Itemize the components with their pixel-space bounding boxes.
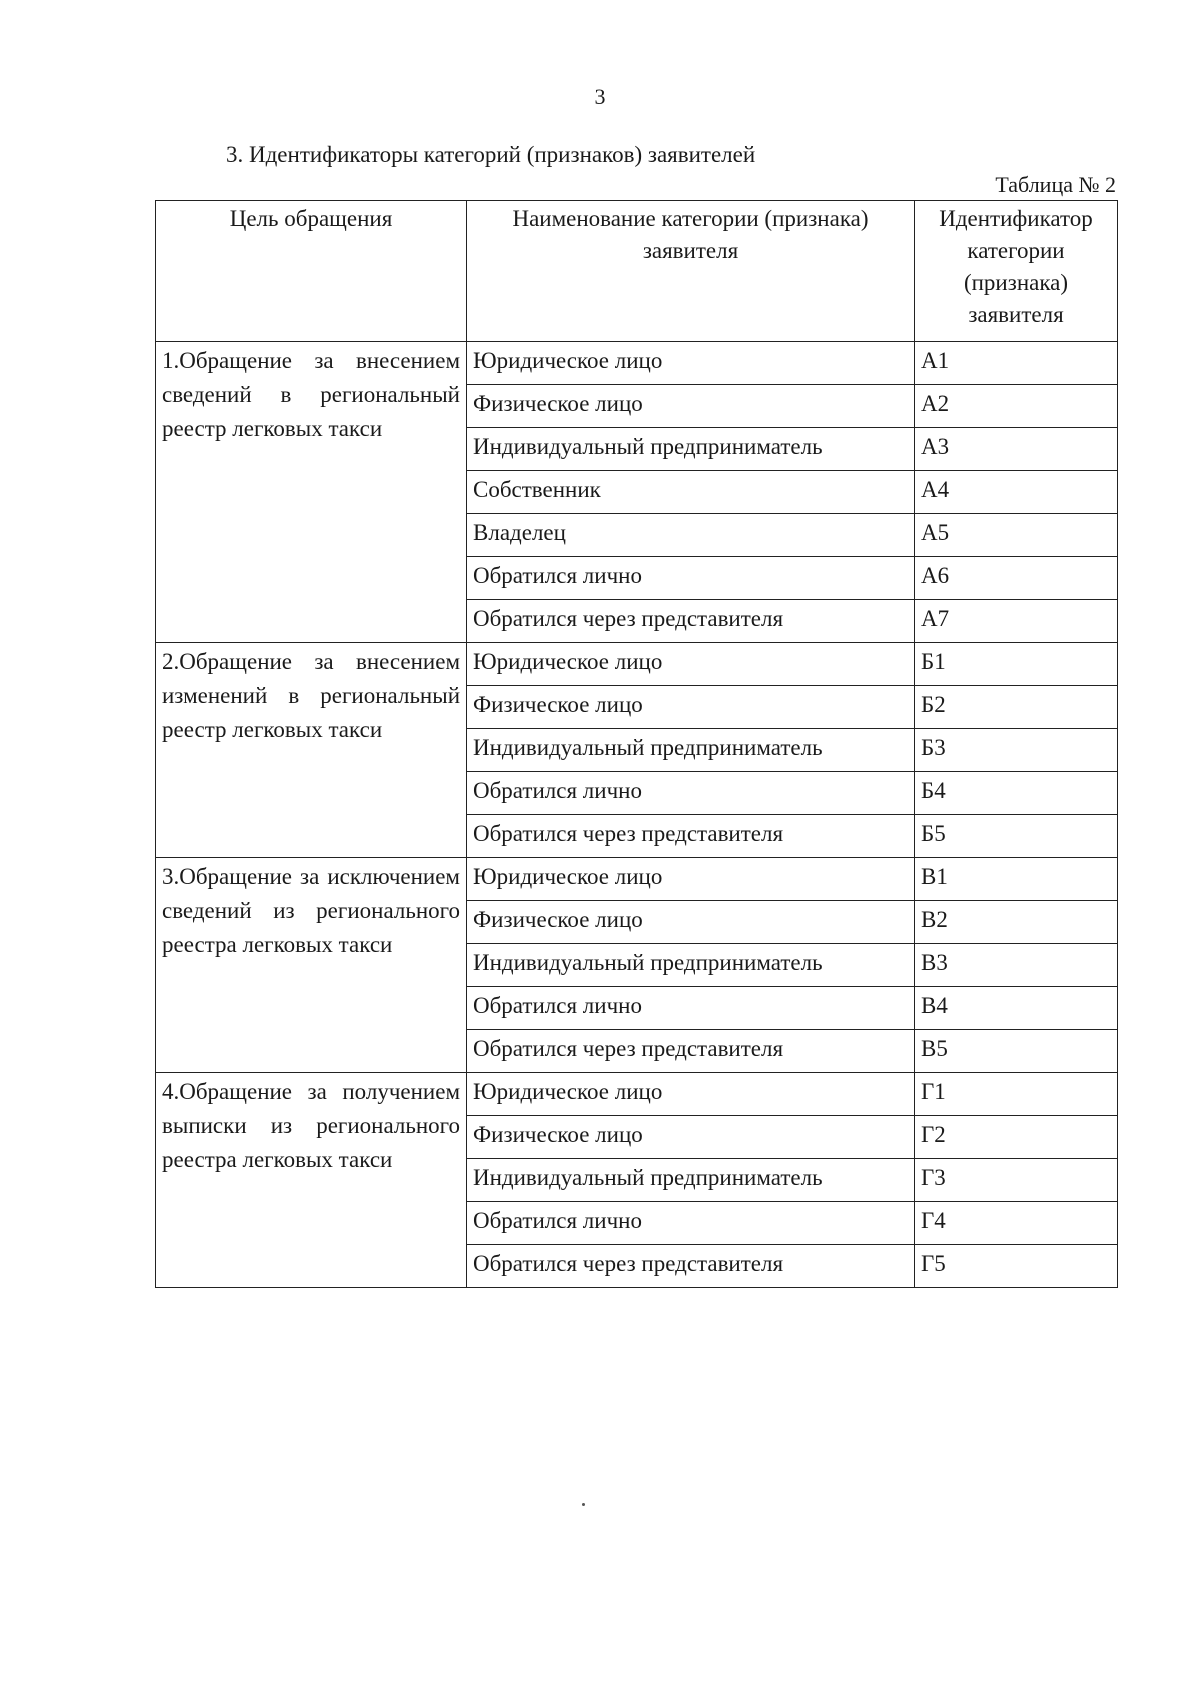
- category-name-cell: Обратился через представителя: [467, 600, 915, 643]
- purpose-cell: 1.Обращение за внесением сведений в региональный реестр легковых такси: [156, 342, 467, 643]
- identifier-cell: Г1: [915, 1073, 1118, 1116]
- table-row: [156, 858, 1118, 901]
- identifier-cell: А3: [915, 428, 1118, 471]
- scan-speck: [582, 1503, 585, 1506]
- identifier-cell: В1: [915, 858, 1118, 901]
- table-label: Таблица № 2: [995, 172, 1116, 197]
- category-name-cell: Индивидуальный предприниматель: [467, 944, 915, 987]
- category-name-cell: Обратился лично: [467, 1202, 915, 1245]
- category-name-cell: Обратился через представителя: [467, 1245, 915, 1288]
- table-body: [156, 342, 1118, 1288]
- category-name-cell: Собственник: [467, 471, 915, 514]
- category-name-cell: Физическое лицо: [467, 385, 915, 428]
- category-name-cell: Юридическое лицо: [467, 858, 915, 901]
- purpose-cell: 4.Обращение за получением выписки из регионального реестра легковых такси: [156, 1073, 467, 1288]
- identifier-cell: Б1: [915, 643, 1118, 686]
- column-header-purpose: Цель обращения: [156, 201, 467, 342]
- category-name-cell: Физическое лицо: [467, 901, 915, 944]
- table-row: [156, 643, 1118, 686]
- column-header-category-name: Наименование категории (признака) заявителя: [467, 201, 915, 342]
- category-name-cell: Юридическое лицо: [467, 342, 915, 385]
- table-row: [156, 1073, 1118, 1116]
- identifier-cell: Б2: [915, 686, 1118, 729]
- column-header-identifier: Идентификатор категории (признака) заявителя: [915, 201, 1118, 342]
- identifier-cell: Б5: [915, 815, 1118, 858]
- table-header: [156, 201, 1118, 342]
- category-name-cell: Индивидуальный предприниматель: [467, 1159, 915, 1202]
- category-name-cell: Обратился лично: [467, 557, 915, 600]
- section-title: 3. Идентификаторы категорий (признаков) заявителей: [226, 142, 756, 167]
- header-row: [156, 201, 1118, 342]
- identifier-cell: А5: [915, 514, 1118, 557]
- purpose-cell: 3.Обращение за исключением сведений из регионального реестра легковых такси: [156, 858, 467, 1073]
- identifier-cell: Г2: [915, 1116, 1118, 1159]
- page-number: 3: [594, 84, 606, 109]
- identifier-cell: А1: [915, 342, 1118, 385]
- category-name-cell: Индивидуальный предприниматель: [467, 428, 915, 471]
- identifier-cell: А2: [915, 385, 1118, 428]
- identifier-cell: А7: [915, 600, 1118, 643]
- identifier-cell: А6: [915, 557, 1118, 600]
- category-name-cell: Обратился лично: [467, 772, 915, 815]
- identifier-cell: Б4: [915, 772, 1118, 815]
- identifier-cell: В5: [915, 1030, 1118, 1073]
- identifier-cell: В2: [915, 901, 1118, 944]
- category-name-cell: Юридическое лицо: [467, 1073, 915, 1116]
- category-name-cell: Обратился через представителя: [467, 1030, 915, 1073]
- purpose-cell: 2.Обращение за внесением изменений в региональный реестр легковых такси: [156, 643, 467, 858]
- category-name-cell: Юридическое лицо: [467, 643, 915, 686]
- category-name-cell: Обратился через представителя: [467, 815, 915, 858]
- category-name-cell: Индивидуальный предприниматель: [467, 729, 915, 772]
- identifier-cell: В3: [915, 944, 1118, 987]
- category-name-cell: Физическое лицо: [467, 686, 915, 729]
- category-name-cell: Физическое лицо: [467, 1116, 915, 1159]
- identifier-cell: Г4: [915, 1202, 1118, 1245]
- categories-table: [155, 200, 1118, 1288]
- category-name-cell: Владелец: [467, 514, 915, 557]
- identifier-cell: Г3: [915, 1159, 1118, 1202]
- identifier-cell: Г5: [915, 1245, 1118, 1288]
- identifier-cell: В4: [915, 987, 1118, 1030]
- category-name-cell: Обратился лично: [467, 987, 915, 1030]
- identifier-cell: А4: [915, 471, 1118, 514]
- table-row: [156, 342, 1118, 385]
- identifier-cell: Б3: [915, 729, 1118, 772]
